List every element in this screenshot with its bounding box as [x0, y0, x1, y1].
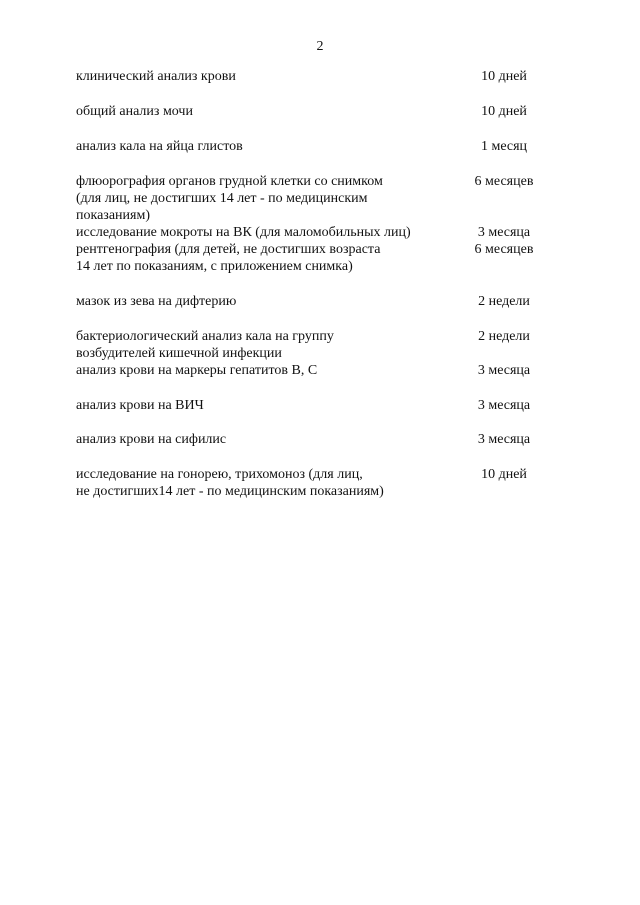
analysis-name: мазок из зева на дифтерию	[76, 294, 237, 309]
page-number: 2	[316, 39, 324, 54]
analysis-name: анализ крови на ВИЧ	[76, 398, 204, 413]
validity-period: 3 месяца	[477, 225, 531, 240]
validity-period: 6 месяцев	[474, 174, 534, 189]
validity-period: 3 месяца	[477, 432, 531, 447]
analysis-name: анализ крови на сифилис	[76, 432, 227, 447]
validity-period: 3 месяца	[477, 363, 531, 378]
validity-period: 2 недели	[478, 294, 530, 309]
validity-period: 1 месяц	[480, 139, 528, 154]
analysis-name: анализ кала на яйца глистов	[76, 139, 243, 154]
validity-period: 10 дней	[481, 104, 527, 119]
validity-period: 2 недели	[478, 329, 530, 344]
analysis-name: исследование мокроты на ВК (для маломобильных лиц)	[76, 225, 411, 240]
analysis-name: флюорография органов грудной клетки со снимком (для лиц, не достигших 14 лет - по медицинским показаниям)	[76, 174, 383, 223]
validity-period: 10 дней	[481, 69, 527, 84]
validity-period: 3 месяца	[477, 398, 531, 413]
analysis-name: общий анализ мочи	[76, 104, 193, 119]
analysis-name: клинический анализ крови	[76, 69, 236, 84]
analysis-name: рентгенография (для детей, не достигших возраста 14 лет по показаниям, с приложением снимка)	[76, 242, 381, 274]
analysis-name: бактериологический анализ кала на группу возбудителей кишечной инфекции	[76, 329, 334, 361]
analysis-name: анализ крови на маркеры гепатитов В, С	[76, 363, 318, 378]
analysis-name: исследование на гонорею, трихомоноз (для лиц, не достигших14 лет - по медицинским показаниям)	[76, 467, 384, 499]
validity-period: 6 месяцев	[474, 242, 534, 257]
validity-period: 10 дней	[481, 467, 527, 482]
